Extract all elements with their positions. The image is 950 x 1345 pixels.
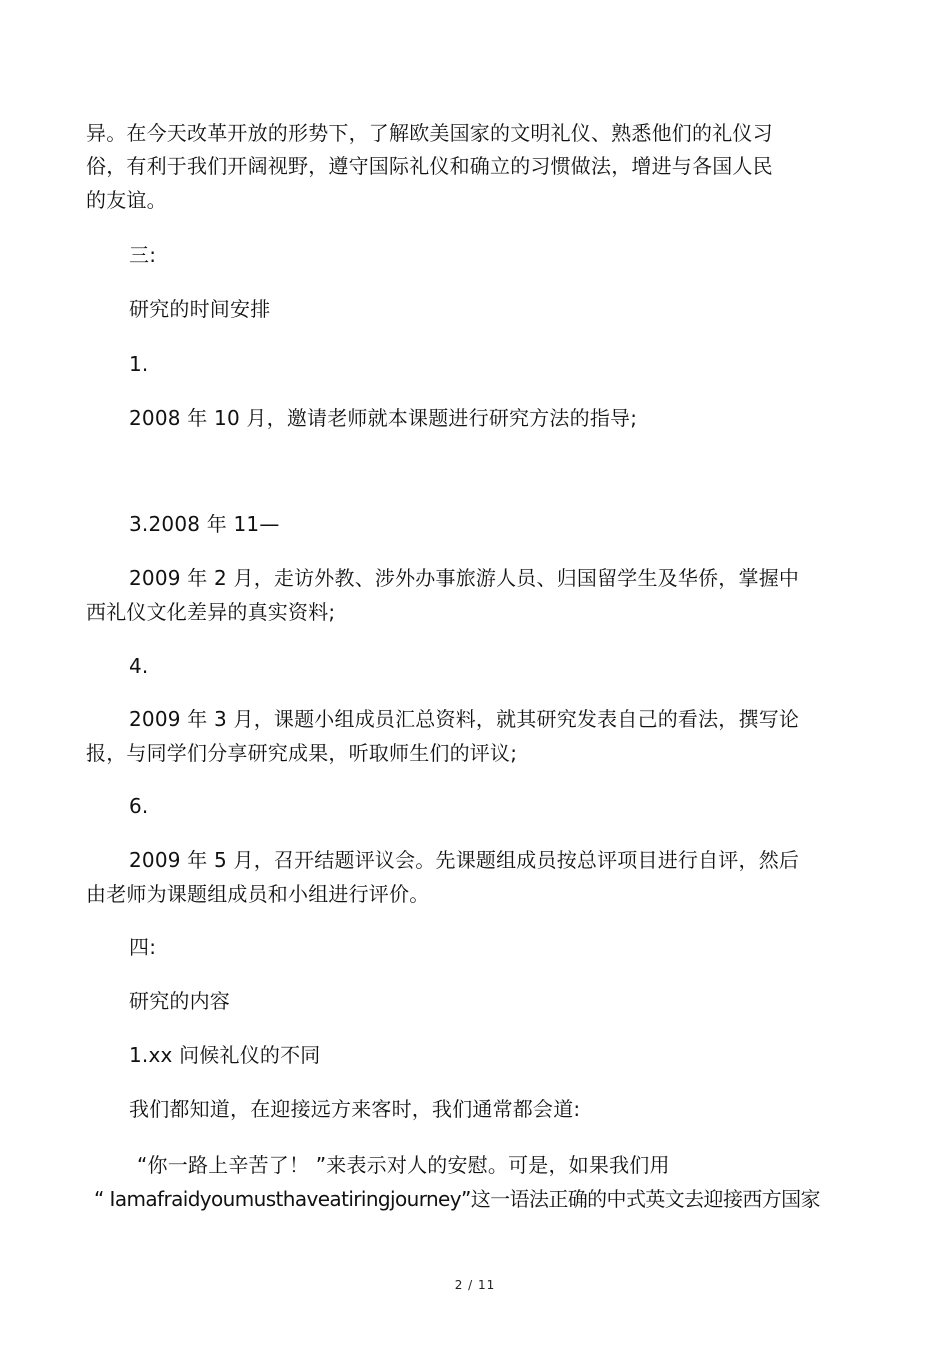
paragraph-line: 的友谊。 xyxy=(86,188,167,212)
paragraph-line: 俗，有利于我们开阔视野，遵守国际礼仪和确立的习惯做法，增进与各国人民 xyxy=(86,154,773,178)
section-number: 三: xyxy=(129,243,157,267)
schedule-item: 2009 年 2 月，走访外教、涉外办事旅游人员、归国留学生及华侨，掌握中 xyxy=(129,566,800,590)
paragraph-line: “你一路上辛苦了！ ”来表示对人的安慰。可是，如果我们用 xyxy=(137,1153,670,1177)
page-number: 2 / 11 xyxy=(454,1278,496,1292)
subsection-heading: 1.xx 问候礼仪的不同 xyxy=(129,1043,321,1067)
paragraph-line: 异。在今天改革开放的形势下，了解欧美国家的文明礼仪、熟悉他们的礼仪习 xyxy=(86,121,773,145)
schedule-item: 3.2008 年 11— xyxy=(129,512,280,536)
schedule-item: 2008 年 10 月，邀请老师就本课题进行研究方法的指导; xyxy=(129,406,638,430)
section-number: 四: xyxy=(129,935,157,959)
schedule-item: 2009 年 5 月，召开结题评议会。先课题组成员按总评项目进行自评，然后 xyxy=(129,848,800,872)
paragraph-line: 西礼仪文化差异的真实资料; xyxy=(86,600,336,624)
paragraph-line: “ Iamafraidyoumusthaveatiringjourney”这一语法正确的中式英文去迎接西方国家 xyxy=(94,1187,820,1211)
paragraph-line: 报，与同学们分享研究成果，听取师生们的评议; xyxy=(86,741,518,765)
paragraph-line: 我们都知道，在迎接远方来客时，我们通常都会道: xyxy=(129,1097,581,1121)
list-number: 1. xyxy=(129,352,149,376)
section-heading: 研究的内容 xyxy=(129,989,230,1013)
paragraph-line: 由老师为课题组成员和小组进行评价。 xyxy=(86,882,430,906)
schedule-item: 2009 年 3 月，课题小组成员汇总资料，就其研究发表自己的看法，撰写论 xyxy=(129,707,800,731)
list-number: 6. xyxy=(129,794,149,818)
section-heading: 研究的时间安排 xyxy=(129,297,271,321)
list-number: 4. xyxy=(129,654,149,678)
